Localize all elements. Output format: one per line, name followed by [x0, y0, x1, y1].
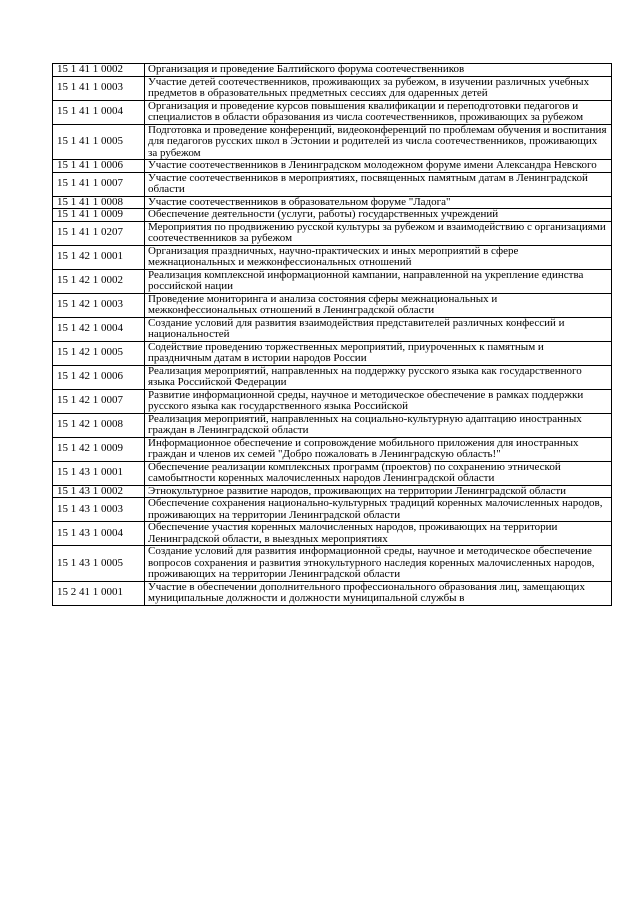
row-description: Создание условий для развития взаимодействия представителей различных конфессий и национальностей: [145, 317, 612, 341]
row-code: 15 1 43 1 0003: [53, 498, 145, 522]
row-description: Участие в обеспечении дополнительного профессионального образования лиц, замещающих муниципальные должности и должности муниципальной службы в: [145, 581, 612, 605]
table-row: [53, 221, 612, 245]
table-row: [53, 581, 612, 605]
row-code: 15 1 42 1 0006: [53, 365, 145, 389]
row-code: 15 1 42 1 0004: [53, 317, 145, 341]
row-code: 15 1 41 1 0007: [53, 172, 145, 196]
row-description: Реализация мероприятий, направленных на социально-культурную адаптацию иностранных граждан в Ленинградской области: [145, 413, 612, 437]
row-description: Обеспечение сохранения национально-культурных традиций коренных малочисленных народов, проживающих на территории Ленинградской области: [145, 498, 612, 522]
table-row: [53, 172, 612, 196]
row-code: 15 1 43 1 0005: [53, 546, 145, 582]
row-code: 15 1 41 1 0005: [53, 124, 145, 160]
table-row: [53, 245, 612, 269]
table-row: [53, 100, 612, 124]
row-description: Обеспечение реализации комплексных программ (проектов) по сохранению этнической самобытности коренных малочисленных народов Ленинградской области: [145, 461, 612, 485]
table-row: [53, 546, 612, 582]
table-row: [53, 485, 612, 498]
row-description: Участие соотечественников в мероприятиях, посвященных памятным датам в Ленинградской области: [145, 172, 612, 196]
row-code: 15 1 41 1 0002: [53, 64, 145, 77]
row-description: Участие соотечественников в Ленинградском молодежном форуме имени Александра Невского: [145, 160, 612, 173]
row-description: Подготовка и проведение конференций, видеоконференций по проблемам обучения и воспитания для педагогов русских школ в Эстонии и родителей из числа соотечественников, проживающих за рубежом: [145, 124, 612, 160]
row-description: Участие детей соотечественников, проживающих за рубежом, в изучении различных учебных предметов в образовательных предметных сессиях для одаренных детей: [145, 76, 612, 100]
row-code: 15 1 42 1 0003: [53, 293, 145, 317]
row-code: 15 1 41 1 0009: [53, 209, 145, 222]
row-description: Организация и проведение курсов повышения квалификации и переподготовки педагогов и специалистов в области образования из числа соотечественников, проживающих за рубежом: [145, 100, 612, 124]
budget-classification-table-page: [52, 63, 611, 606]
row-code: 15 1 42 1 0002: [53, 269, 145, 293]
row-description: Организация праздничных, научно-практических и иных мероприятий в сфере межнациональных и межконфессиональных отношений: [145, 245, 612, 269]
row-code: 15 2 41 1 0001: [53, 581, 145, 605]
row-code: 15 1 42 1 0001: [53, 245, 145, 269]
table-row: [53, 124, 612, 160]
row-code: 15 1 43 1 0002: [53, 485, 145, 498]
row-description: Обеспечение участия коренных малочисленных народов, проживающих на территории Ленинградской области, в выездных мероприятиях: [145, 522, 612, 546]
row-code: 15 1 42 1 0009: [53, 437, 145, 461]
row-code: 15 1 41 1 0006: [53, 160, 145, 173]
table-row: [53, 64, 612, 77]
row-description: Участие соотечественников в образовательном форуме "Ладога": [145, 196, 612, 209]
table-row: [53, 437, 612, 461]
table-row: [53, 160, 612, 173]
row-code: 15 1 43 1 0001: [53, 461, 145, 485]
table-row: [53, 293, 612, 317]
table-row: [53, 317, 612, 341]
budget-codes-table: [52, 63, 612, 606]
table-row: [53, 76, 612, 100]
row-description: Проведение мониторинга и анализа состояния сферы межнациональных и межконфессиональных отношений в Ленинградской области: [145, 293, 612, 317]
row-description: Мероприятия по продвижению русской культуры за рубежом и взаимодействию с организациями соотечественников за рубежом: [145, 221, 612, 245]
row-description: Развитие информационной среды, научное и методическое обеспечение в рамках поддержки русского языка как государственного языка Российской: [145, 389, 612, 413]
row-code: 15 1 42 1 0008: [53, 413, 145, 437]
row-description: Обеспечение деятельности (услуги, работы) государственных учреждений: [145, 209, 612, 222]
row-code: 15 1 41 1 0003: [53, 76, 145, 100]
row-description: Реализация комплексной информационной кампании, направленной на укрепление единства российской нации: [145, 269, 612, 293]
row-code: 15 1 43 1 0004: [53, 522, 145, 546]
table-row: [53, 196, 612, 209]
row-description: Этнокультурное развитие народов, проживающих на территории Ленинградской области: [145, 485, 612, 498]
table-row: [53, 389, 612, 413]
table-row: [53, 341, 612, 365]
table-row: [53, 522, 612, 546]
table-row: [53, 365, 612, 389]
table-row: [53, 209, 612, 222]
row-code: 15 1 42 1 0005: [53, 341, 145, 365]
table-body: [53, 64, 612, 606]
table-row: [53, 413, 612, 437]
table-row: [53, 498, 612, 522]
row-description: Информационное обеспечение и сопровождение мобильного приложения для иностранных граждан и членов их семей "Добро пожаловать в Ленинградскую область!": [145, 437, 612, 461]
row-description: Содействие проведению торжественных мероприятий, приуроченных к памятным и праздничным датам в истории народов России: [145, 341, 612, 365]
row-code: 15 1 41 1 0207: [53, 221, 145, 245]
row-description: Создание условий для развития информационной среды, научное и методическое обеспечение вопросов сохранения и развития этнокультурного наследия коренных малочисленных народов, проживающих на территории Ленинградской области: [145, 546, 612, 582]
table-row: [53, 269, 612, 293]
row-code: 15 1 41 1 0004: [53, 100, 145, 124]
row-description: Организация и проведение Балтийского форума соотечественников: [145, 64, 612, 77]
row-code: 15 1 42 1 0007: [53, 389, 145, 413]
table-row: [53, 461, 612, 485]
row-description: Реализация мероприятий, направленных на поддержку русского языка как государственного языка Российской Федерации: [145, 365, 612, 389]
row-code: 15 1 41 1 0008: [53, 196, 145, 209]
